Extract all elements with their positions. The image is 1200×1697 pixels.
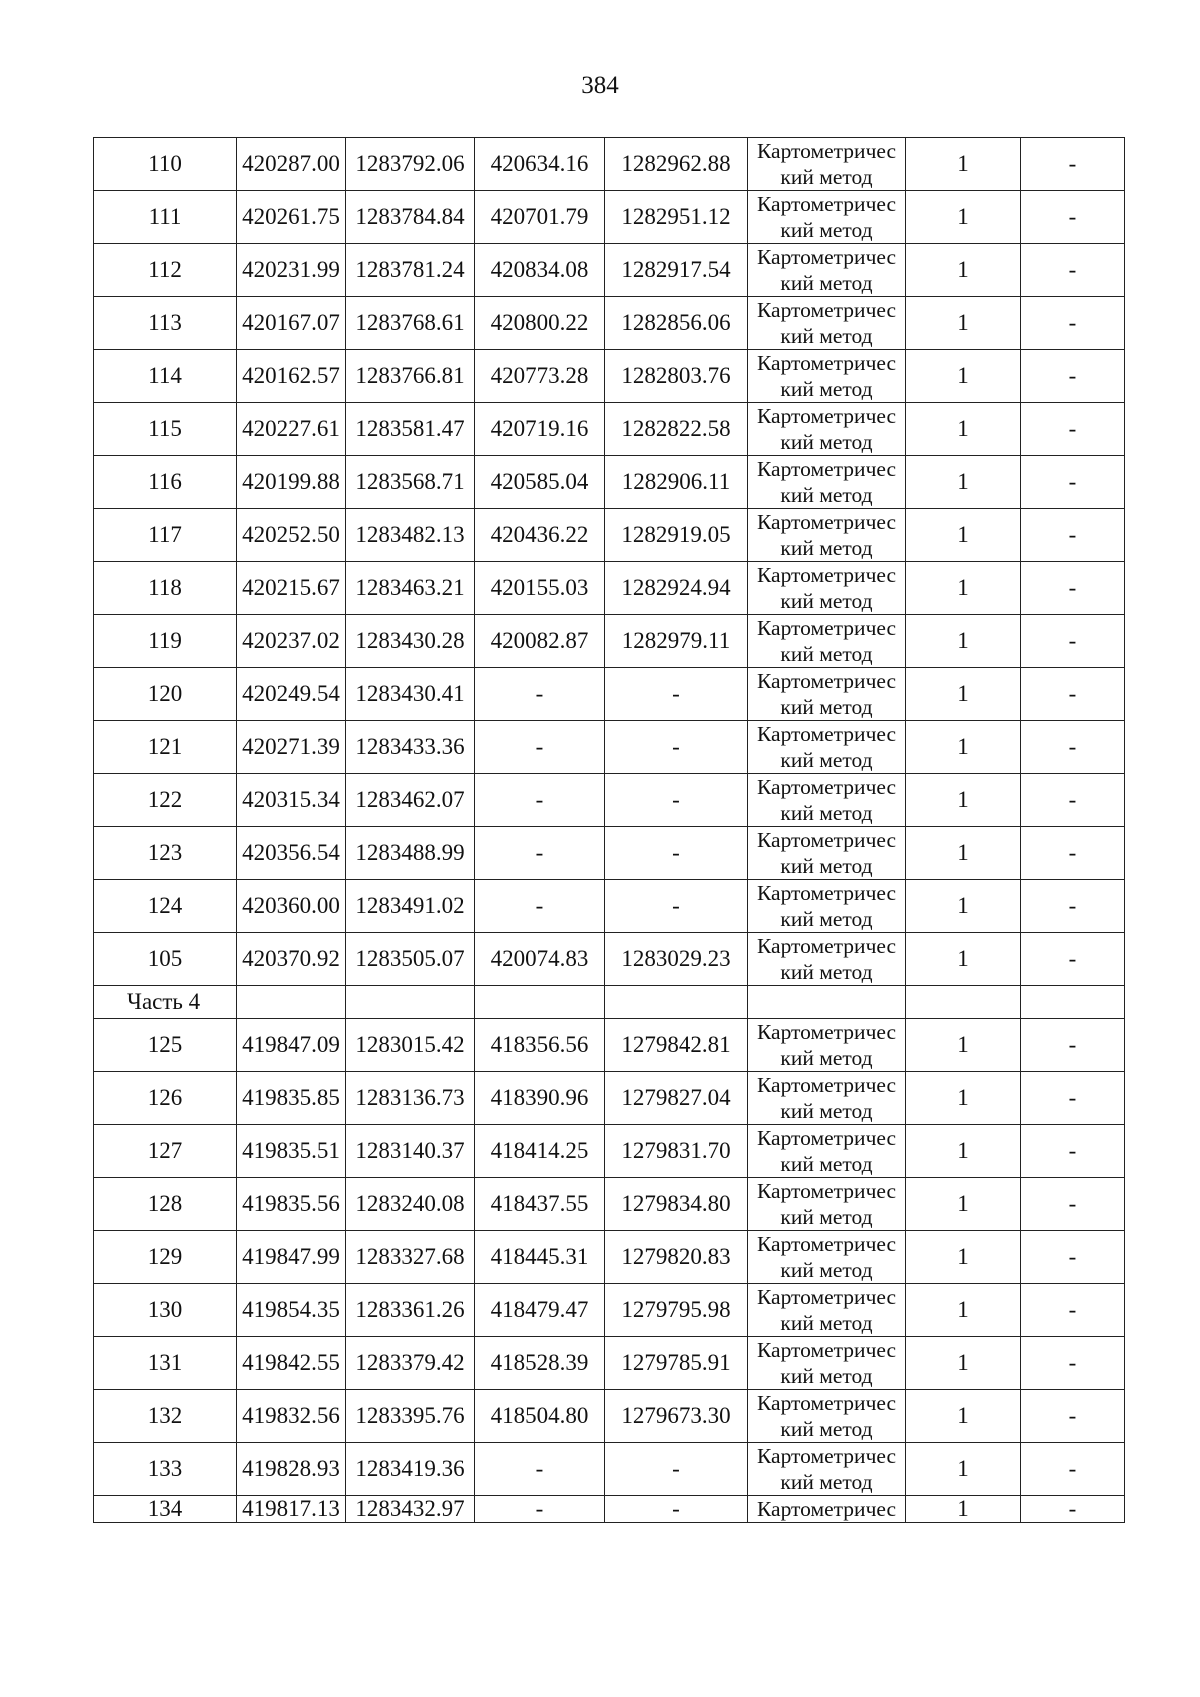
x-coordinate: 420315.34	[237, 774, 346, 827]
x-coordinate: 420167.07	[237, 297, 346, 350]
x-coordinate: 420227.61	[237, 403, 346, 456]
method-line-2: кий метод	[780, 695, 873, 719]
dash-cell: -	[1021, 1337, 1125, 1390]
point-number: 124	[94, 880, 237, 933]
x-coordinate-2: 420773.28	[475, 350, 605, 403]
x-coordinate-2: 420585.04	[475, 456, 605, 509]
y-coordinate: 1283505.07	[346, 933, 475, 986]
dash-cell: -	[1021, 774, 1125, 827]
x-coordinate-2: -	[475, 880, 605, 933]
method-line-1: Картометричес	[756, 1073, 896, 1097]
y-coordinate: 1283568.71	[346, 456, 475, 509]
x-coordinate-2: 418504.80	[475, 1390, 605, 1443]
y-coordinate: 1283379.42	[346, 1337, 475, 1390]
y-coordinate-2: 1279842.81	[605, 1019, 748, 1072]
x-coordinate: 420261.75	[237, 191, 346, 244]
method-line-1: Картометричес	[756, 1391, 896, 1415]
point-number: 112	[94, 244, 237, 297]
x-coordinate-2: 420634.16	[475, 138, 605, 191]
y-coordinate-2: 1282979.11	[605, 615, 748, 668]
table-row	[94, 350, 1125, 403]
method	[748, 880, 906, 933]
x-coordinate-2: 420834.08	[475, 244, 605, 297]
x-coordinate-2: -	[475, 668, 605, 721]
y-coordinate: 1283781.24	[346, 244, 475, 297]
x-coordinate: 420249.54	[237, 668, 346, 721]
y-coordinate-2: 1279785.91	[605, 1337, 748, 1390]
y-coordinate-2: 1282962.88	[605, 138, 748, 191]
x-coordinate-2: -	[475, 774, 605, 827]
dash-cell: -	[1021, 827, 1125, 880]
method	[748, 933, 906, 986]
table-row	[94, 827, 1125, 880]
y-coordinate: 1283430.41	[346, 668, 475, 721]
page-number: 384	[581, 72, 619, 99]
accuracy: 1	[906, 509, 1021, 562]
accuracy: 1	[906, 1231, 1021, 1284]
y-coordinate-2: -	[605, 721, 748, 774]
table-body-part-4	[94, 1019, 1125, 1496]
point-number: 120	[94, 668, 237, 721]
method	[748, 1390, 906, 1443]
y-coordinate-2: 1279831.70	[605, 1125, 748, 1178]
x-coordinate: 419832.56	[237, 1390, 346, 1443]
method-line-2: кий метод	[780, 324, 873, 348]
x-coordinate: 419817.13	[237, 1496, 346, 1523]
x-coordinate: 420287.00	[237, 138, 346, 191]
y-coordinate: 1283395.76	[346, 1390, 475, 1443]
method	[748, 191, 906, 244]
method-line-2: кий метод	[780, 1258, 873, 1282]
accuracy: 1	[906, 244, 1021, 297]
table-row	[94, 1178, 1125, 1231]
point-number: 110	[94, 138, 237, 191]
section-row	[94, 986, 1125, 1019]
table-row	[94, 509, 1125, 562]
empty-cell	[605, 986, 748, 1019]
y-coordinate-2: 1282822.58	[605, 403, 748, 456]
x-coordinate: 420370.92	[237, 933, 346, 986]
method-line-2: кий метод	[780, 907, 873, 931]
section-label: Часть 4	[94, 986, 237, 1019]
method-line-2: кий метод	[780, 589, 873, 613]
accuracy: 1	[906, 403, 1021, 456]
point-number: 128	[94, 1178, 237, 1231]
method	[748, 827, 906, 880]
empty-cell	[1021, 986, 1125, 1019]
method	[748, 562, 906, 615]
method	[748, 1072, 906, 1125]
point-number: 119	[94, 615, 237, 668]
y-coordinate: 1283015.42	[346, 1019, 475, 1072]
y-coordinate-2: 1282803.76	[605, 350, 748, 403]
point-number: 127	[94, 1125, 237, 1178]
x-coordinate: 419847.09	[237, 1019, 346, 1072]
dash-cell: -	[1021, 456, 1125, 509]
method-line-1: Картометричес	[756, 510, 896, 534]
method-line-1: Картометричес	[756, 1126, 896, 1150]
table-row	[94, 244, 1125, 297]
x-coordinate: 419828.93	[237, 1443, 346, 1496]
table-row	[94, 403, 1125, 456]
method-line-1: Картометричес	[756, 139, 896, 163]
table-row	[94, 1284, 1125, 1337]
y-coordinate-2: -	[605, 668, 748, 721]
point-number: 123	[94, 827, 237, 880]
y-coordinate-2: 1279795.98	[605, 1284, 748, 1337]
x-coordinate-2: 420155.03	[475, 562, 605, 615]
method-line-1: Картометричес	[756, 722, 896, 746]
accuracy: 1	[906, 1072, 1021, 1125]
point-number: 134	[94, 1496, 237, 1523]
method-line-2: кий метод	[780, 483, 873, 507]
y-coordinate-2: -	[605, 1443, 748, 1496]
y-coordinate: 1283581.47	[346, 403, 475, 456]
x-coordinate: 420215.67	[237, 562, 346, 615]
dash-cell: -	[1021, 668, 1125, 721]
accuracy: 1	[906, 456, 1021, 509]
method-line-2: кий метод	[780, 1205, 873, 1229]
y-coordinate-2: 1279827.04	[605, 1072, 748, 1125]
method	[748, 1019, 906, 1072]
y-coordinate-2: 1282924.94	[605, 562, 748, 615]
point-number: 129	[94, 1231, 237, 1284]
x-coordinate: 420271.39	[237, 721, 346, 774]
empty-cell	[346, 986, 475, 1019]
accuracy: 1	[906, 1019, 1021, 1072]
point-number: 116	[94, 456, 237, 509]
table-row	[94, 562, 1125, 615]
y-coordinate: 1283240.08	[346, 1178, 475, 1231]
dash-cell: -	[1021, 297, 1125, 350]
y-coordinate: 1283361.26	[346, 1284, 475, 1337]
table-row	[94, 1337, 1125, 1390]
method-line-1: Картометричес	[756, 1338, 896, 1362]
y-coordinate-2: 1279834.80	[605, 1178, 748, 1231]
method-line-1: Картометричес	[756, 563, 896, 587]
dash-cell: -	[1021, 1178, 1125, 1231]
method	[748, 1125, 906, 1178]
accuracy: 1	[906, 668, 1021, 721]
method-line-2: кий метод	[780, 642, 873, 666]
point-number: 122	[94, 774, 237, 827]
method-line-2: кий метод	[780, 377, 873, 401]
method-line-2: кий метод	[780, 271, 873, 295]
y-coordinate-2: -	[605, 827, 748, 880]
x-coordinate: 419847.99	[237, 1231, 346, 1284]
method-line-1: Картометричес	[756, 775, 896, 799]
dash-cell: -	[1021, 721, 1125, 774]
method-line-1: Картометричес	[756, 245, 896, 269]
method-line-1: Картометричес	[756, 192, 896, 216]
table-row	[94, 1125, 1125, 1178]
accuracy: 1	[906, 721, 1021, 774]
x-coordinate-2: -	[475, 1496, 605, 1523]
accuracy: 1	[906, 1390, 1021, 1443]
table-row	[94, 880, 1125, 933]
method-line-2: кий метод	[780, 536, 873, 560]
method-line-2: кий метод	[780, 1470, 873, 1494]
y-coordinate: 1283491.02	[346, 880, 475, 933]
y-coordinate: 1283482.13	[346, 509, 475, 562]
y-coordinate: 1283327.68	[346, 1231, 475, 1284]
point-number: 133	[94, 1443, 237, 1496]
accuracy: 1	[906, 350, 1021, 403]
dash-cell: -	[1021, 562, 1125, 615]
method-line-1: Картометричес	[756, 934, 896, 958]
coordinates-table	[93, 137, 1125, 1523]
accuracy: 1	[906, 1496, 1021, 1523]
accuracy: 1	[906, 1443, 1021, 1496]
method-line-2: кий метод	[780, 1417, 873, 1441]
method-line-2: кий метод	[780, 218, 873, 242]
y-coordinate: 1283766.81	[346, 350, 475, 403]
point-number: 121	[94, 721, 237, 774]
point-number: 118	[94, 562, 237, 615]
y-coordinate: 1283488.99	[346, 827, 475, 880]
x-coordinate-2: 420719.16	[475, 403, 605, 456]
x-coordinate-2: 420800.22	[475, 297, 605, 350]
empty-cell	[475, 986, 605, 1019]
method-line-2: кий метод	[780, 1364, 873, 1388]
dash-cell: -	[1021, 350, 1125, 403]
method-line-1: Картометричес	[756, 457, 896, 481]
dash-cell: -	[1021, 403, 1125, 456]
dash-cell: -	[1021, 880, 1125, 933]
method	[748, 509, 906, 562]
x-coordinate-2: -	[475, 721, 605, 774]
dash-cell: -	[1021, 1496, 1125, 1523]
method-line-2: кий метод	[780, 748, 873, 772]
method-line-1: Картометричес	[756, 1285, 896, 1309]
table-row	[94, 1231, 1125, 1284]
x-coordinate: 419835.51	[237, 1125, 346, 1178]
method-line-1: Картометричес	[756, 1020, 896, 1044]
y-coordinate: 1283432.97	[346, 1496, 475, 1523]
x-coordinate-2: 418528.39	[475, 1337, 605, 1390]
point-number: 126	[94, 1072, 237, 1125]
x-coordinate-2: 418479.47	[475, 1284, 605, 1337]
table-row	[94, 721, 1125, 774]
method-line-1: Картометричес	[756, 616, 896, 640]
accuracy: 1	[906, 1337, 1021, 1390]
accuracy: 1	[906, 1284, 1021, 1337]
method-line-1: Картометричес	[756, 1232, 896, 1256]
y-coordinate-2: 1279673.30	[605, 1390, 748, 1443]
point-number: 114	[94, 350, 237, 403]
x-coordinate-2: 420701.79	[475, 191, 605, 244]
point-number: 105	[94, 933, 237, 986]
y-coordinate: 1283462.07	[346, 774, 475, 827]
y-coordinate: 1283136.73	[346, 1072, 475, 1125]
table-row	[94, 668, 1125, 721]
y-coordinate: 1283430.28	[346, 615, 475, 668]
table-row	[94, 456, 1125, 509]
method	[748, 297, 906, 350]
y-coordinate-2: -	[605, 880, 748, 933]
table-body-part-3	[94, 138, 1125, 986]
x-coordinate-2: -	[475, 827, 605, 880]
dash-cell: -	[1021, 509, 1125, 562]
method-line-1: Картометричес	[756, 404, 896, 428]
y-coordinate: 1283433.36	[346, 721, 475, 774]
empty-cell	[906, 986, 1021, 1019]
method	[748, 456, 906, 509]
table-row	[94, 297, 1125, 350]
table-section-part-4	[94, 986, 1125, 1019]
method-line-1: Картометричес	[756, 298, 896, 322]
method-line-1: Картометричес	[756, 828, 896, 852]
x-coordinate-2: 418390.96	[475, 1072, 605, 1125]
point-number: 125	[94, 1019, 237, 1072]
point-number: 115	[94, 403, 237, 456]
method-line-2: кий метод	[780, 430, 873, 454]
y-coordinate-2: 1282917.54	[605, 244, 748, 297]
method-line-2: кий метод	[780, 1046, 873, 1070]
method	[748, 350, 906, 403]
method	[748, 1337, 906, 1390]
y-coordinate-2: -	[605, 774, 748, 827]
y-coordinate: 1283768.61	[346, 297, 475, 350]
method	[748, 1178, 906, 1231]
x-coordinate-2: 420074.83	[475, 933, 605, 986]
table-row	[94, 1072, 1125, 1125]
method-line-2: кий метод	[780, 801, 873, 825]
accuracy: 1	[906, 562, 1021, 615]
accuracy: 1	[906, 191, 1021, 244]
method-line-2: кий метод	[780, 854, 873, 878]
accuracy: 1	[906, 1178, 1021, 1231]
point-number: 130	[94, 1284, 237, 1337]
table-row	[94, 1443, 1125, 1496]
x-coordinate: 420199.88	[237, 456, 346, 509]
accuracy: 1	[906, 774, 1021, 827]
y-coordinate-2: 1282906.11	[605, 456, 748, 509]
method	[748, 1231, 906, 1284]
y-coordinate-2: 1282919.05	[605, 509, 748, 562]
x-coordinate: 420231.99	[237, 244, 346, 297]
x-coordinate-2: 418356.56	[475, 1019, 605, 1072]
x-coordinate: 419854.35	[237, 1284, 346, 1337]
x-coordinate-2: 418437.55	[475, 1178, 605, 1231]
dash-cell: -	[1021, 1284, 1125, 1337]
dash-cell: -	[1021, 1019, 1125, 1072]
y-coordinate: 1283463.21	[346, 562, 475, 615]
x-coordinate-2: 420082.87	[475, 615, 605, 668]
dash-cell: -	[1021, 1072, 1125, 1125]
table-row	[94, 933, 1125, 986]
dash-cell: -	[1021, 138, 1125, 191]
empty-cell	[748, 986, 906, 1019]
table-row	[94, 138, 1125, 191]
x-coordinate: 420360.00	[237, 880, 346, 933]
accuracy: 1	[906, 933, 1021, 986]
x-coordinate-2: 420436.22	[475, 509, 605, 562]
x-coordinate-2: 418445.31	[475, 1231, 605, 1284]
method	[748, 1443, 906, 1496]
dash-cell: -	[1021, 244, 1125, 297]
method	[748, 774, 906, 827]
y-coordinate-2: 1282951.12	[605, 191, 748, 244]
method-line-2: кий метод	[780, 1099, 873, 1123]
dash-cell: -	[1021, 615, 1125, 668]
dash-cell: -	[1021, 933, 1125, 986]
method-line-2: кий метод	[780, 1311, 873, 1335]
accuracy: 1	[906, 615, 1021, 668]
point-number: 117	[94, 509, 237, 562]
method-line-1: Картометричес	[756, 1444, 896, 1468]
x-coordinate: 420356.54	[237, 827, 346, 880]
accuracy: 1	[906, 827, 1021, 880]
method	[748, 244, 906, 297]
x-coordinate: 420237.02	[237, 615, 346, 668]
method-line-2: кий метод	[780, 1152, 873, 1176]
table-row	[94, 615, 1125, 668]
dash-cell: -	[1021, 1443, 1125, 1496]
method-line-1: Картометричес	[756, 669, 896, 693]
table-row	[94, 191, 1125, 244]
x-coordinate-2: -	[475, 1443, 605, 1496]
method: Картометричес	[748, 1496, 906, 1523]
table-row	[94, 1390, 1125, 1443]
y-coordinate: 1283784.84	[346, 191, 475, 244]
x-coordinate: 419835.85	[237, 1072, 346, 1125]
y-coordinate-2: 1279820.83	[605, 1231, 748, 1284]
method	[748, 668, 906, 721]
y-coordinate-2: -	[605, 1496, 748, 1523]
method-line-1: Картометричес	[756, 881, 896, 905]
dash-cell: -	[1021, 1390, 1125, 1443]
method	[748, 615, 906, 668]
y-coordinate: 1283140.37	[346, 1125, 475, 1178]
accuracy: 1	[906, 880, 1021, 933]
method	[748, 721, 906, 774]
point-number: 111	[94, 191, 237, 244]
method	[748, 403, 906, 456]
y-coordinate: 1283419.36	[346, 1443, 475, 1496]
y-coordinate: 1283792.06	[346, 138, 475, 191]
dash-cell: -	[1021, 1125, 1125, 1178]
method-line-2: кий метод	[780, 165, 873, 189]
method-line-1: Картометричес	[756, 1179, 896, 1203]
dash-cell: -	[1021, 191, 1125, 244]
x-coordinate: 420252.50	[237, 509, 346, 562]
dash-cell: -	[1021, 1231, 1125, 1284]
table-body-last	[94, 1496, 1125, 1523]
method	[748, 1284, 906, 1337]
x-coordinate-2: 418414.25	[475, 1125, 605, 1178]
table-row	[94, 1019, 1125, 1072]
method	[748, 138, 906, 191]
method-line-1: Картометричес	[756, 351, 896, 375]
table-row	[94, 1496, 1125, 1523]
method-line-2: кий метод	[780, 960, 873, 984]
accuracy: 1	[906, 297, 1021, 350]
point-number: 113	[94, 297, 237, 350]
x-coordinate: 420162.57	[237, 350, 346, 403]
point-number: 132	[94, 1390, 237, 1443]
y-coordinate-2: 1283029.23	[605, 933, 748, 986]
empty-cell	[237, 986, 346, 1019]
table-row	[94, 774, 1125, 827]
point-number: 131	[94, 1337, 237, 1390]
x-coordinate: 419842.55	[237, 1337, 346, 1390]
x-coordinate: 419835.56	[237, 1178, 346, 1231]
accuracy: 1	[906, 1125, 1021, 1178]
y-coordinate-2: 1282856.06	[605, 297, 748, 350]
accuracy: 1	[906, 138, 1021, 191]
